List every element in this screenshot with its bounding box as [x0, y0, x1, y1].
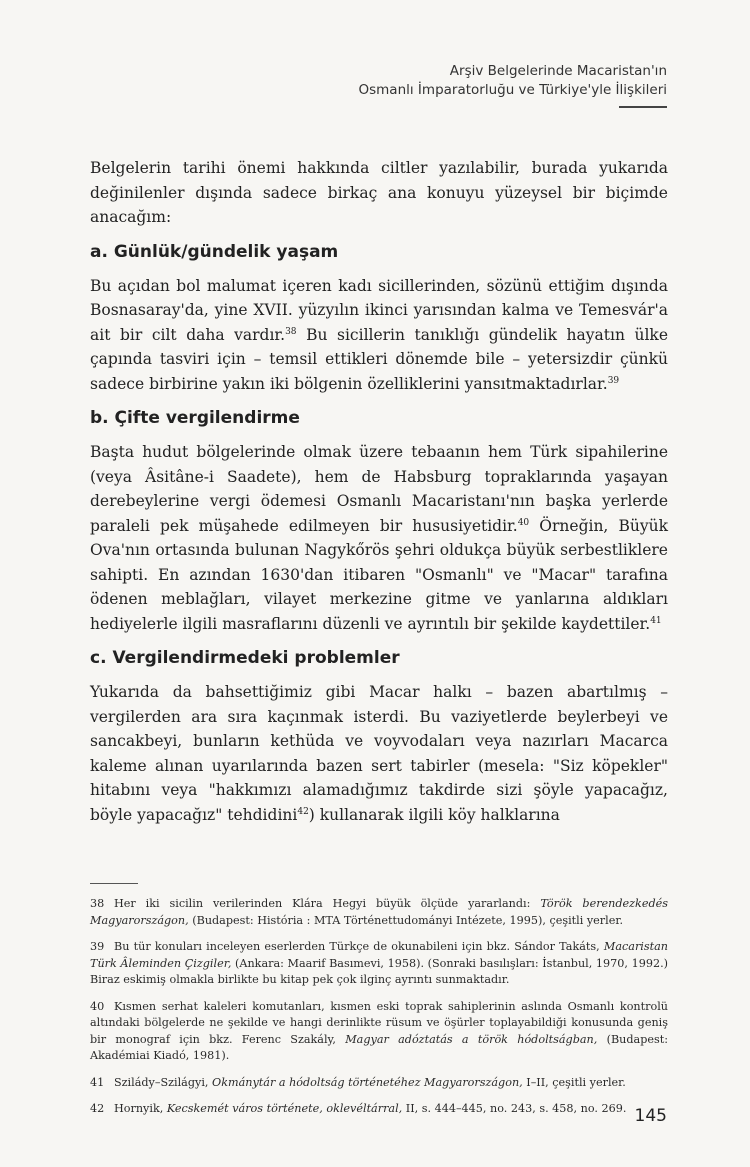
footnote-ref-42[interactable]: 42: [297, 806, 309, 817]
section-heading-b: b. Çifte vergilendirme: [90, 408, 300, 428]
footnote-title: Okmánytár a hódoltság történetéhez Magyarországon,: [212, 1075, 523, 1089]
footnote-text: (Budapest: História : MTA Történettudományi Intézete, 1995), çeşitli yerler.: [188, 913, 624, 927]
footnote-title: Török berendezkedés Magyarországon,: [90, 897, 668, 927]
section-b-paragraph: [90, 440, 668, 636]
footnotes: [90, 896, 668, 1128]
footnote-number: 41: [90, 1075, 105, 1089]
footnote-number: 42: [90, 1102, 105, 1115]
footnote: [90, 999, 668, 1065]
footnote-text: (Budapest: Akadémiai Kiadó, 1981).: [90, 1032, 668, 1062]
footnote-text: I–II, çeşitli yerler.: [522, 1075, 626, 1089]
footnote-title: Macaristan Türk Âleminden Çizgiler,: [90, 940, 668, 970]
running-header-line-1: Arşiv Belgelerinde Macaristan'ın: [449, 63, 667, 79]
footnote-title: Magyar adóztatás a török hódoltságban,: [345, 1032, 598, 1046]
section-c-text-1: Yukarıda da bahsettiğimiz gibi Macar halkı – bazen abartılmış – vergilerden ara sıra kaçınmak isterdi. Bu vaziyetlerde beylerbeyi ve sancakbeyi, bunların kethüda ve voyvodaları veya nazırları Macarca kaleme alınan uyarılarında bazen sert tabirler (mesela: "Siz köpekler" hitabını veya "hakkımızı alamadığımız takdirde sizi şöyle yapacağız, böyle yapacağız" tehdidini: [90, 683, 668, 824]
footnote-text: Bu tür konuları inceleyen eserlerden Türkçe de okunabileni için bkz. Sándor Takáts,: [114, 940, 604, 953]
footnote-title: Kecskemét város története, oklevéltárral,: [166, 1102, 403, 1115]
body-text: [90, 156, 668, 839]
footnote-rule: [90, 883, 138, 884]
footnote-number: 39: [90, 940, 105, 953]
footnote-ref-41[interactable]: 41: [650, 615, 662, 626]
footnote-text: Her iki sicilin verilerinden Klára Hegyi büyük ölçüde yararlandı:: [114, 897, 541, 910]
footnote: [90, 896, 668, 929]
section-heading-a: a. Günlük/gündelik yaşam: [90, 241, 339, 262]
section-b-text-2: Örneğin, Büyük Ova'nın ortasında bulunan Nagykőrös şehri oldukça büyük serbestliklere sahipti. En azından 1630'dan itibaren "Osmanlı" ve "Macar" tarafına ödenen meblağları, vilayet merkezine gitme ve yanlarına aldıkları hediyelerle ilgili masraflarını düzenli ve ayrıntılı bir şekilde kaydettiler.: [90, 516, 669, 633]
footnote-text: II, s. 444–445, no. 243, s. 458, no. 269.: [402, 1102, 627, 1115]
intro-paragraph: Belgelerin tarihi önemi hakkında ciltler yazılabilir, burada yukarıda değinilenler dışında sadece birkaç ana konuyu yüzeysel bir biçimde anacağım:: [90, 159, 668, 226]
footnote-ref-38[interactable]: 38: [285, 326, 297, 337]
footnote-text: (Ankara: Maarif Basımevi, 1958). (Sonraki basılışları: İstanbul, 1970, 1992.) Biraz eskimiş olmakla birlikte bu kitap pek çok ilginç ayrıntı sunmaktadır.: [90, 956, 668, 986]
footnote: [90, 939, 668, 989]
page-number: 145: [634, 1106, 667, 1126]
section-heading-c: c. Vergilendirmedeki problemler: [90, 648, 400, 668]
footnote-number: 40: [90, 999, 105, 1013]
footnote: [90, 1101, 668, 1118]
section-a-text-1: Bu açıdan bol malumat içeren kadı sicillerinden, sözünü ettiğim dışında Bosnasaray'da, yine XVII. yüzyılın ikinci yarısından kalma ve Temesvár'a ait bir cilt daha vardır.: [90, 276, 668, 344]
section-c-paragraph: [90, 680, 668, 827]
footnote-ref-39[interactable]: 39: [607, 375, 620, 386]
footnote-text: Hornyik,: [114, 1102, 167, 1115]
section-c-text-2: ) kullanarak ilgili köy halklarına: [308, 805, 560, 824]
footnote: [90, 1075, 668, 1092]
footnote-ref-40[interactable]: 40: [517, 517, 530, 528]
footnote-text: Kısmen serhat kaleleri komutanları, kısmen eski toprak sahiplerinin aslında Osmanlı kontrolü altındaki bölgelerde ne şekilde ve hangi derinlikte rüsum ve öşürler toplayabildiği konusunda geniş bir monograf için bkz. Ferenc Szakály,: [90, 999, 668, 1046]
section-b-text-1: Başta hudut bölgelerinde olmak üzere tebaanın hem Türk sipahilerine (veya Âsitâne-i Saadete), hem de Habsburg topraklarında yaşayan derebeylerine vergi ödemesi Osmanlı Macaristanı'nın başka yerlerde paraleli pek müşahede edilmeyen bir hususiyetidir.: [90, 443, 668, 535]
running-header: [359, 62, 668, 100]
footnote-number: 38: [90, 897, 105, 910]
section-a-text-2: Bu sicillerin tanıklığı gündelik hayatın ülke çapında tasviri için – temsil ettikleri dönemde bile – yetersizdir çünkü sadece birbirine yakın iki bölgenin özelliklerini yansıtmaktadırlar.: [90, 325, 669, 393]
footnote-text: Szilády–Szilágyi,: [114, 1075, 213, 1089]
header-rule: [619, 106, 667, 108]
running-header-line-2: Osmanlı İmparatorluğu ve Türkiye'yle İlişkileri: [358, 82, 667, 98]
section-a-paragraph: [90, 274, 668, 397]
